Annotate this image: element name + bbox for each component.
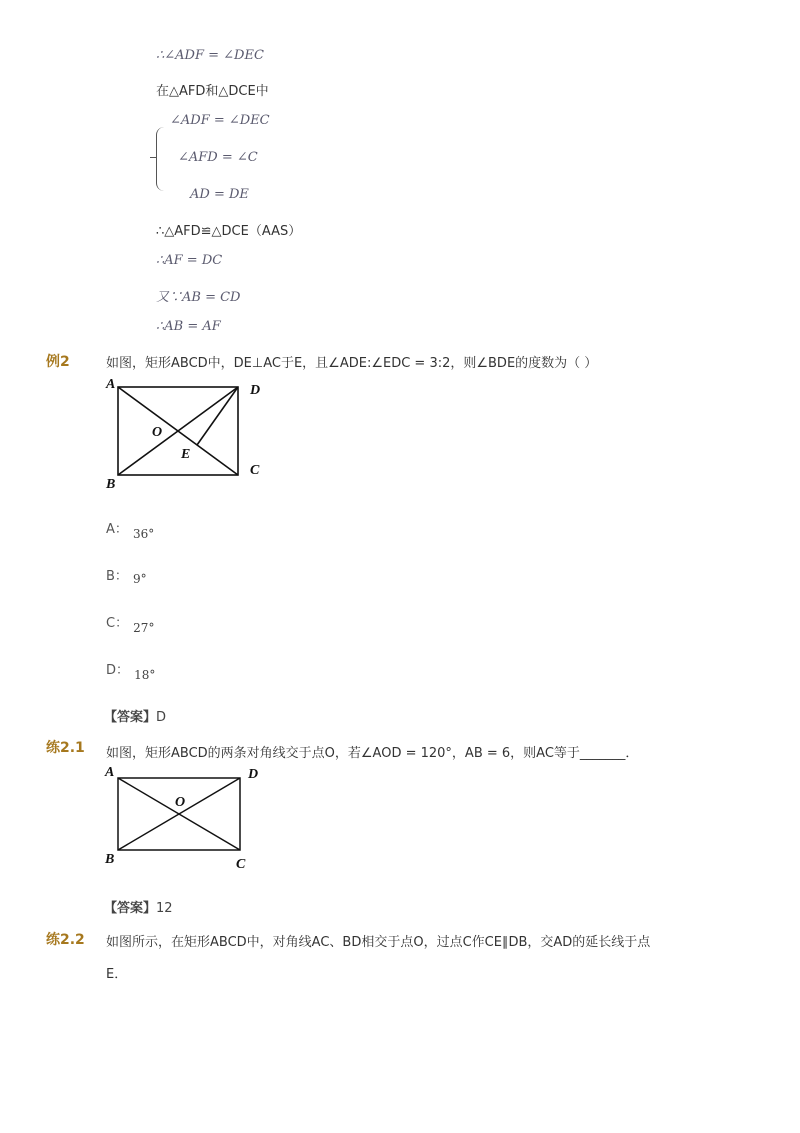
practice-2-1-label: 练2.1 <box>46 740 85 756</box>
point-label-e: E <box>181 447 191 462</box>
example-2-figure <box>100 374 280 494</box>
proof-line-4: ∴AF = DC <box>156 253 223 268</box>
point-label-d: D <box>250 383 261 398</box>
system-line-1: ∠ADF = ∠DEC <box>170 113 270 128</box>
proof-line-3: ∴△AFD≌△DCE（AAS） <box>156 224 302 239</box>
option-a[interactable] <box>106 518 155 541</box>
example-2-answer <box>104 706 166 725</box>
point-label-b: B <box>106 477 116 492</box>
option-d-value: 18° <box>134 668 156 682</box>
answer-tag: 【答案】 <box>104 901 157 916</box>
practice-2-2-question-line-2: E． <box>106 967 128 982</box>
answer-value: 12 <box>156 901 173 916</box>
system-line-3: AD = DE <box>190 187 249 202</box>
point-label-o: O <box>152 425 163 440</box>
option-d[interactable] <box>106 659 156 682</box>
answer-value: D <box>156 710 167 725</box>
option-c-key: C： <box>106 616 129 631</box>
practice-2-1-figure <box>100 764 270 874</box>
point-label-b: B <box>105 852 115 867</box>
practice-2-1-question: 如图，矩形ABCD的两条对角线交于点O，若∠AOD = 120°，AB = 6，则AC等于_______． <box>106 746 639 761</box>
point-label-a: A <box>105 765 115 780</box>
proof-line-6: ∴AB = AF <box>156 319 221 334</box>
proof-line-5: 又∵AB = CD <box>156 290 241 305</box>
system-brace <box>156 127 167 191</box>
option-c[interactable] <box>106 612 155 635</box>
segment-de <box>197 387 238 445</box>
point-label-d: D <box>248 767 259 782</box>
practice-2-2-question-line-1: 如图所示，在矩形ABCD中，对角线AC、BD相交于点O，过点C作CE∥DB，交AD的延长线于点 <box>106 935 651 950</box>
point-label-c: C <box>250 463 260 478</box>
point-label-o: O <box>175 795 186 810</box>
option-a-value: 36° <box>133 527 155 541</box>
practice-2-2-label: 练2.2 <box>46 932 85 948</box>
system-line-2: ∠AFD = ∠C <box>178 150 258 165</box>
system-brace-tip <box>150 157 157 159</box>
option-c-value: 27° <box>133 621 155 635</box>
option-a-key: A： <box>106 522 128 537</box>
proof-line-2: 在△AFD和△DCE中 <box>156 84 269 99</box>
option-b-key: B： <box>106 569 128 584</box>
example-2-question: 如图，矩形ABCD中，DE⊥AC于E，且∠ADE:∠EDC = 3:2，则∠BDE的度数为（ ） <box>106 356 598 371</box>
example-2-label: 例2 <box>46 354 70 370</box>
option-b-value: 9° <box>133 572 147 586</box>
answer-tag: 【答案】 <box>104 710 157 725</box>
option-b[interactable] <box>106 565 147 584</box>
option-d-key: D： <box>106 663 130 678</box>
point-label-c: C <box>236 857 246 872</box>
practice-2-1-answer <box>104 897 173 916</box>
point-label-a: A <box>106 377 116 392</box>
proof-line-1: ∴∠ADF = ∠DEC <box>156 48 264 63</box>
